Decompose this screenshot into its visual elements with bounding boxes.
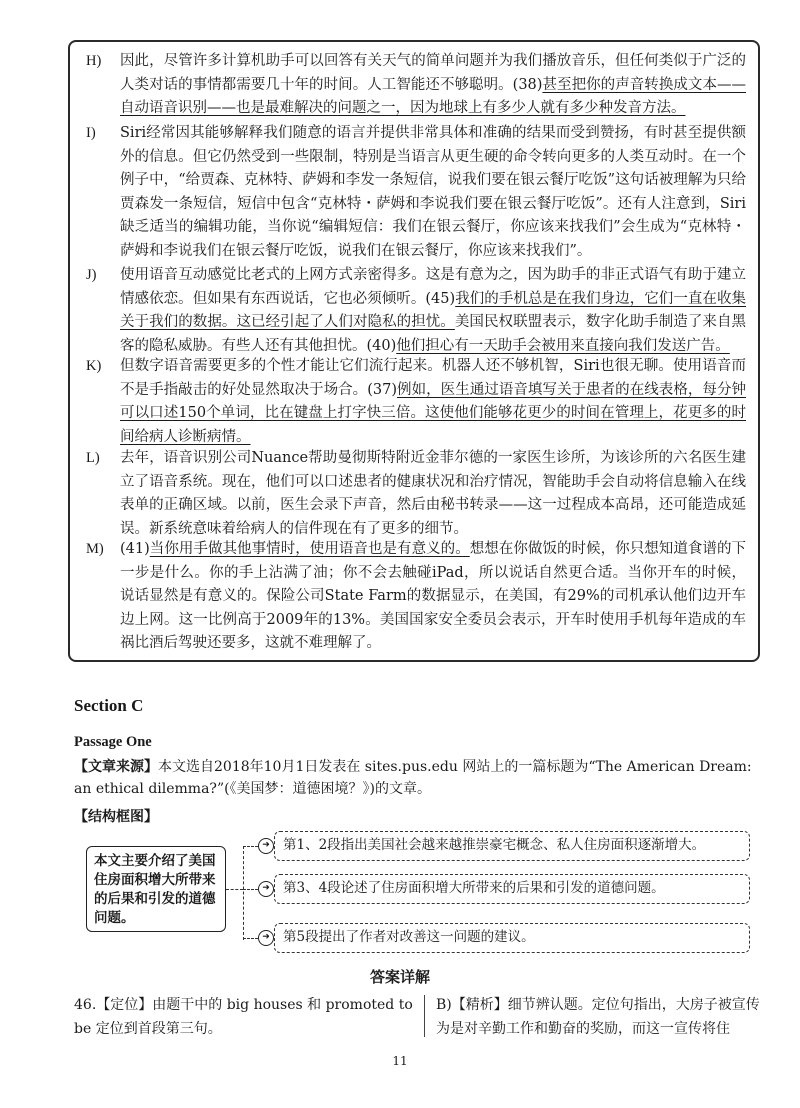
arrow-icon: ➜ — [258, 930, 274, 946]
paragraph-h — [86, 50, 746, 121]
paragraph-label: I) — [86, 125, 96, 141]
passage-title: Passage One — [74, 734, 152, 750]
q46-location: 46.【定位】由题干中的 big houses 和 promoted to be 定位到首段第三句。 — [74, 997, 413, 1037]
arrow-icon: ➜ — [258, 881, 274, 897]
paragraph-text — [120, 355, 746, 449]
column-divider — [424, 995, 425, 1037]
sentence: Siri经常因其能够解释我们随意的语言并提供非常具体和准确的结果而受到赞扬，有时甚至提供额外的信息。但它仍然受到一些限制，特别是当语言从更生硬的命令转向更多的人类互动时。在一个例子中，“给贾森、克林特、萨姆和李发一条短信，说我们要在银云餐厅吃饭”这句话被理解为只给贾森发一条短信，短信中包含“克林特・萨姆和李说我们要在银云餐厅吃饭”。还有人注意到，Siri缺乏适当的编辑功能，当你说“编辑短信：我们在银云餐厅，你应该来找我们”会生成为“克林特・萨姆和李说我们在银云餐厅吃饭，说我们在银云餐厅，你应该来找我们”。 — [120, 125, 746, 259]
underlined-sentence: 例如，医生通过语音填写关于患者的在线表格，每分钟可以口述150个单词，比在键盘上打字快三倍。这使他们能够花更少的时间在管理上，花更多的时间给病人诊断病情。 — [120, 381, 746, 445]
paragraph-label: J) — [86, 267, 97, 283]
diagram-main-box: 本文主要介绍了美国住房面积增大所带来的后果和引发的道德问题。 — [86, 846, 226, 932]
paragraph-text — [120, 122, 746, 263]
source-line — [74, 756, 764, 800]
underlined-sentence: 当你用手做其他事情时，使用语音也是有意义的。 — [149, 541, 470, 557]
underlined-sentence: 甚至把你的声音转换成文本——自动语音识别——也是最难解决的问题之一，因为地球上有多少人就有多少种发音方法。 — [120, 76, 747, 116]
paragraph-j — [86, 264, 746, 358]
sentence: 但数字语音需要更多的个性才能让它们流行起来。机器人还不够机智，Siri也很无聊。使用语音而不是手指敲击的好处显然取决于场合。(37) — [120, 358, 746, 398]
paragraph-i — [86, 122, 746, 263]
diagram-item-3: 第5段提出了作者对改善这一问题的建议。 — [274, 923, 750, 953]
source-text: 本文选自2018年10月1日发表在 sites.pus.edu 网站上的一篇标题为“The American Dream: an ethical dilemma?”(《美国梦：道德困境？》)的文章。 — [74, 759, 752, 797]
diagram-branch — [243, 846, 258, 847]
sentence: 使用语音互动感觉比老式的上网方式亲密得多。这是有意为之，因为助手的非正式语气有助于建立情感依恋。但如果有东西说话，它也必须倾听。(45) — [120, 267, 746, 307]
sentence: 因此，尽管许多计算机助手可以回答有关天气的简单问题并为我们播放音乐，但任何类似于广泛的人类对话的事情都需要几十年的时间。人工智能还不够聪明。(38) — [120, 53, 746, 93]
paragraph-k — [86, 355, 746, 449]
source-label: 【文章来源】 — [74, 759, 158, 775]
diagram-connector — [243, 846, 244, 940]
diagram-item-2: 第3、4段论述了住房面积增大所带来的后果和引发的道德问题。 — [274, 874, 750, 904]
paragraph-text — [120, 264, 746, 358]
section-title: Section C — [74, 696, 144, 715]
sentence: (41) — [120, 541, 150, 557]
sentence: 美国民权联盟表示，数字化助手制造了来自黑客的隐私威胁。有些人还有其他担忧。(40) — [120, 314, 747, 354]
page-number: 11 — [392, 1054, 408, 1068]
paragraph-label: K) — [86, 358, 102, 374]
underlined-sentence: 他们担心有一天助手会被用来直接向我们发送广告。 — [396, 337, 730, 354]
sentence: 去年，语音识别公司Nuance帮助曼彻斯特附近金菲尔德的一家医生诊所，为该诊所的六名医生建立了语音系统。现在，他们可以口述患者的健康状况和治疗情况，智能助手会自动将信息输入在线表单的正确区域。以前，医生会录下声音，然后由秘书转录——这一过程成本高昂，还可能造成延误。新系统意味着给病人的信件现在有了更多的细节。 — [120, 450, 746, 537]
paragraph-text — [120, 538, 746, 656]
answer-heading: 答案详解 — [369, 968, 430, 986]
underlined-sentence: 我们的手机总是在我们身边，它们一直在收集关于我们的数据。这已经引起了人们对隐私的担忧。 — [120, 290, 747, 330]
paragraph-label: M) — [86, 541, 104, 557]
paragraph-label: L) — [86, 450, 100, 466]
paragraph-m — [86, 538, 746, 656]
paragraph-text — [120, 447, 746, 541]
paragraph-text — [120, 50, 746, 121]
arrow-icon: ➜ — [258, 838, 274, 854]
diagram-branch — [243, 938, 258, 939]
diagram-item-1: 第1、2段指出美国社会越来越推崇豪宅概念、私人住房面积逐渐增大。 — [274, 831, 750, 861]
sentence: 想想在你做饭的时候，你只想知道食谱的下一步是什么。你的手上沾满了油；你不会去触碰iPad，所以说话自然更合适。当你开车的时候，说话显然是有意义的。保险公司State Farm的数据显示，在美国，有29%的司机承认他们边开车边上网。这一比例高于2009年的13%。美国国家安全委员会表示，开车时使用手机每年造成的车祸比酒后驾驶还要多，这就不难理解了。 — [120, 541, 747, 651]
diagram-connector — [226, 889, 243, 890]
paragraph-label: H) — [86, 53, 102, 69]
diagram-branch — [243, 889, 258, 890]
paragraph-l — [86, 447, 746, 541]
q46-analysis: B)【精析】细节辨认题。定位句指出，大房子被宣传为是对辛勤工作和勤奋的奖励，而这一宣传将住 — [436, 997, 760, 1037]
framework-label: 【结构框图】 — [74, 809, 158, 825]
